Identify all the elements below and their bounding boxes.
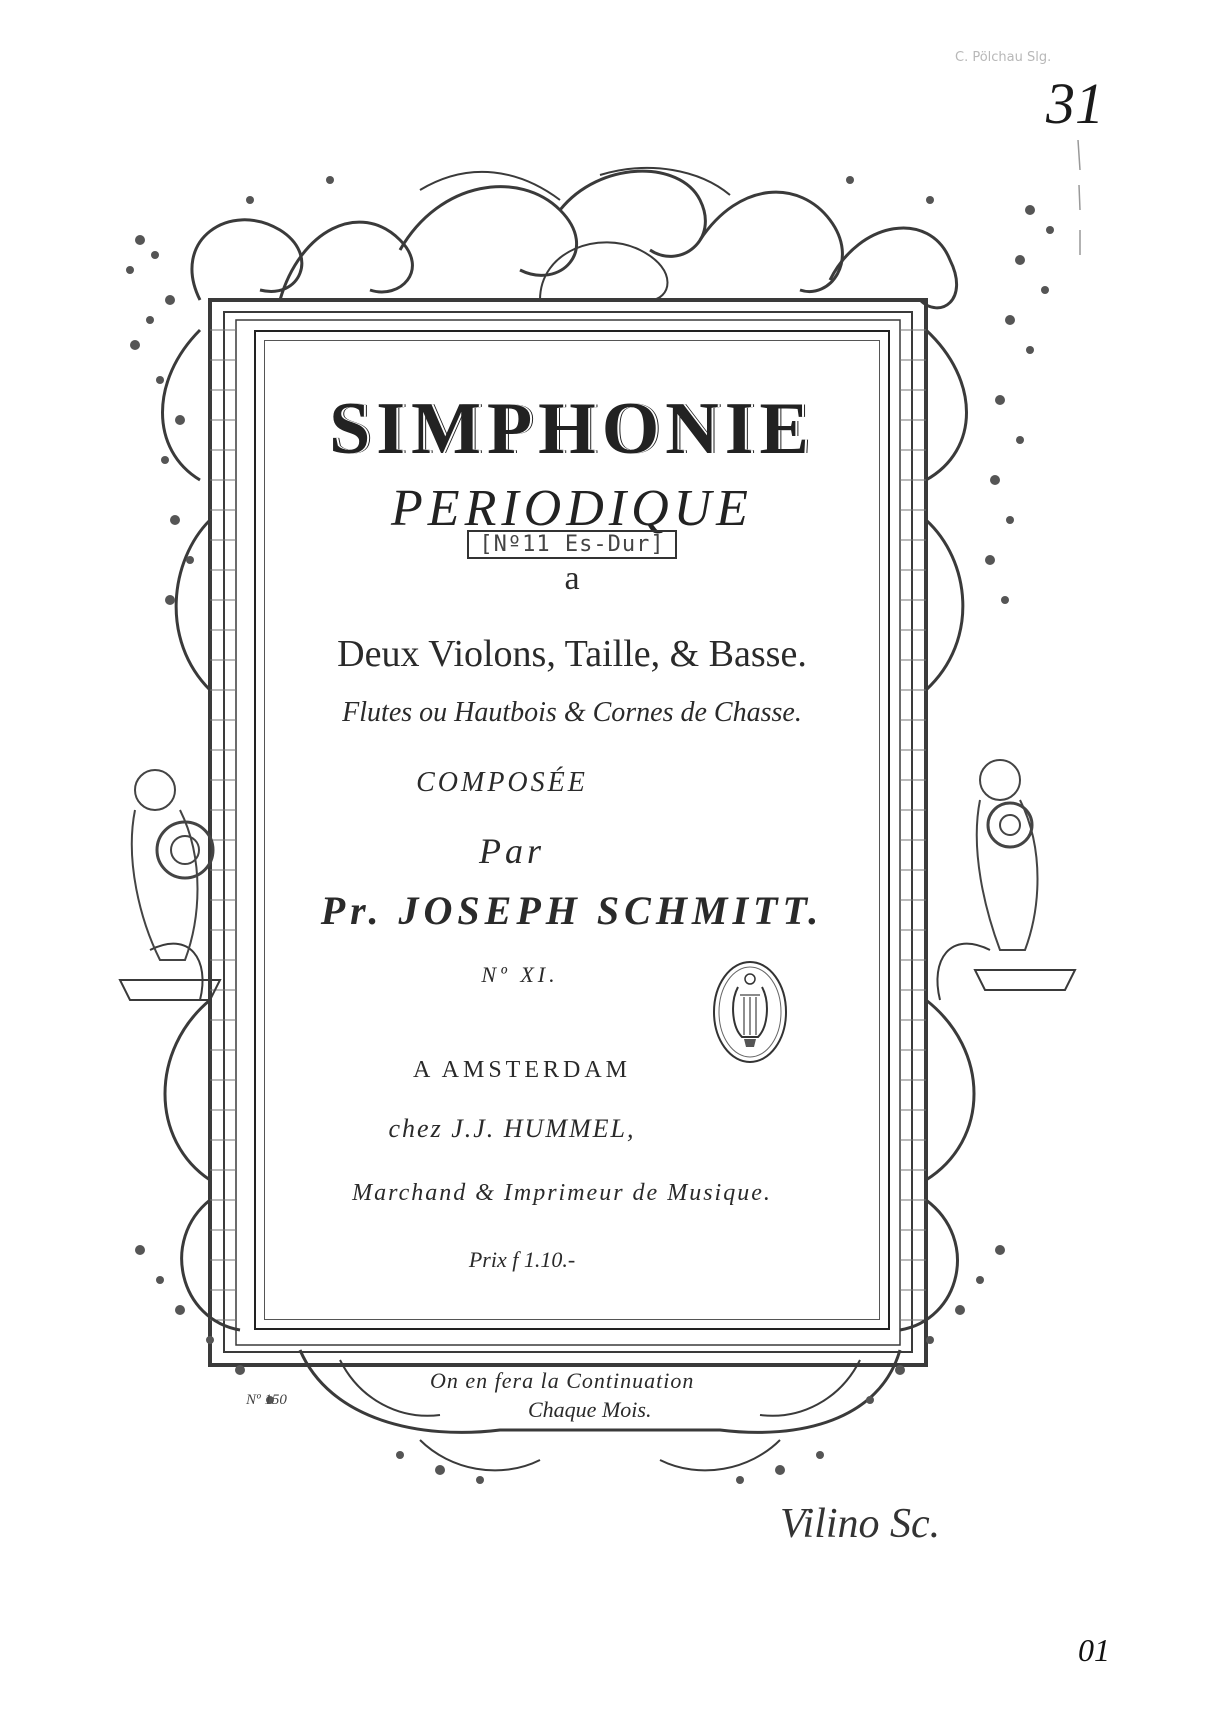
composee-label: COMPOSÉE (416, 767, 588, 798)
plate-number: Nº 150 (246, 1392, 287, 1408)
scroll-line-2: Chaque Mois. (528, 1397, 652, 1422)
price: Prix f 1.10.- (468, 1247, 576, 1272)
catalogue-annotation (256, 530, 888, 559)
scroll-line-1: On en fera la Continuation (430, 1368, 695, 1393)
title: SIMPHONIE (329, 388, 815, 470)
instrumentation-winds: Flutes ou Hautbois & Cornes de Chasse. (342, 697, 802, 728)
engraver-signature: Vilino Sc. (780, 1501, 941, 1547)
instrumentation-strings: Deux Violons, Taille, & Basse. (337, 633, 807, 675)
margin-marks (1070, 140, 1090, 260)
lyre-seal-icon (710, 957, 790, 1067)
handwritten-page-number: 31 (1046, 71, 1104, 136)
dedication-a: a (564, 560, 580, 597)
par-label: Par (479, 831, 545, 871)
publisher-name: chez J.J. HUMMEL, (388, 1114, 636, 1143)
folio-number: 01 (1078, 1632, 1110, 1668)
opus-number: Nº XI. (481, 962, 559, 987)
title-panel (254, 330, 890, 1330)
archive-stamp: C. Pölchau Slg. (955, 50, 1052, 65)
annotation-text: [Nº11 Es-Dur] (467, 530, 676, 559)
publication-city: A AMSTERDAM (412, 1057, 632, 1083)
subtitle: PERIODIQUE (391, 480, 753, 537)
composer-name: Pr. JOSEPH SCHMITT. (320, 888, 824, 933)
publisher-trade: Marchand & Imprimeur de Musique. (352, 1180, 772, 1206)
